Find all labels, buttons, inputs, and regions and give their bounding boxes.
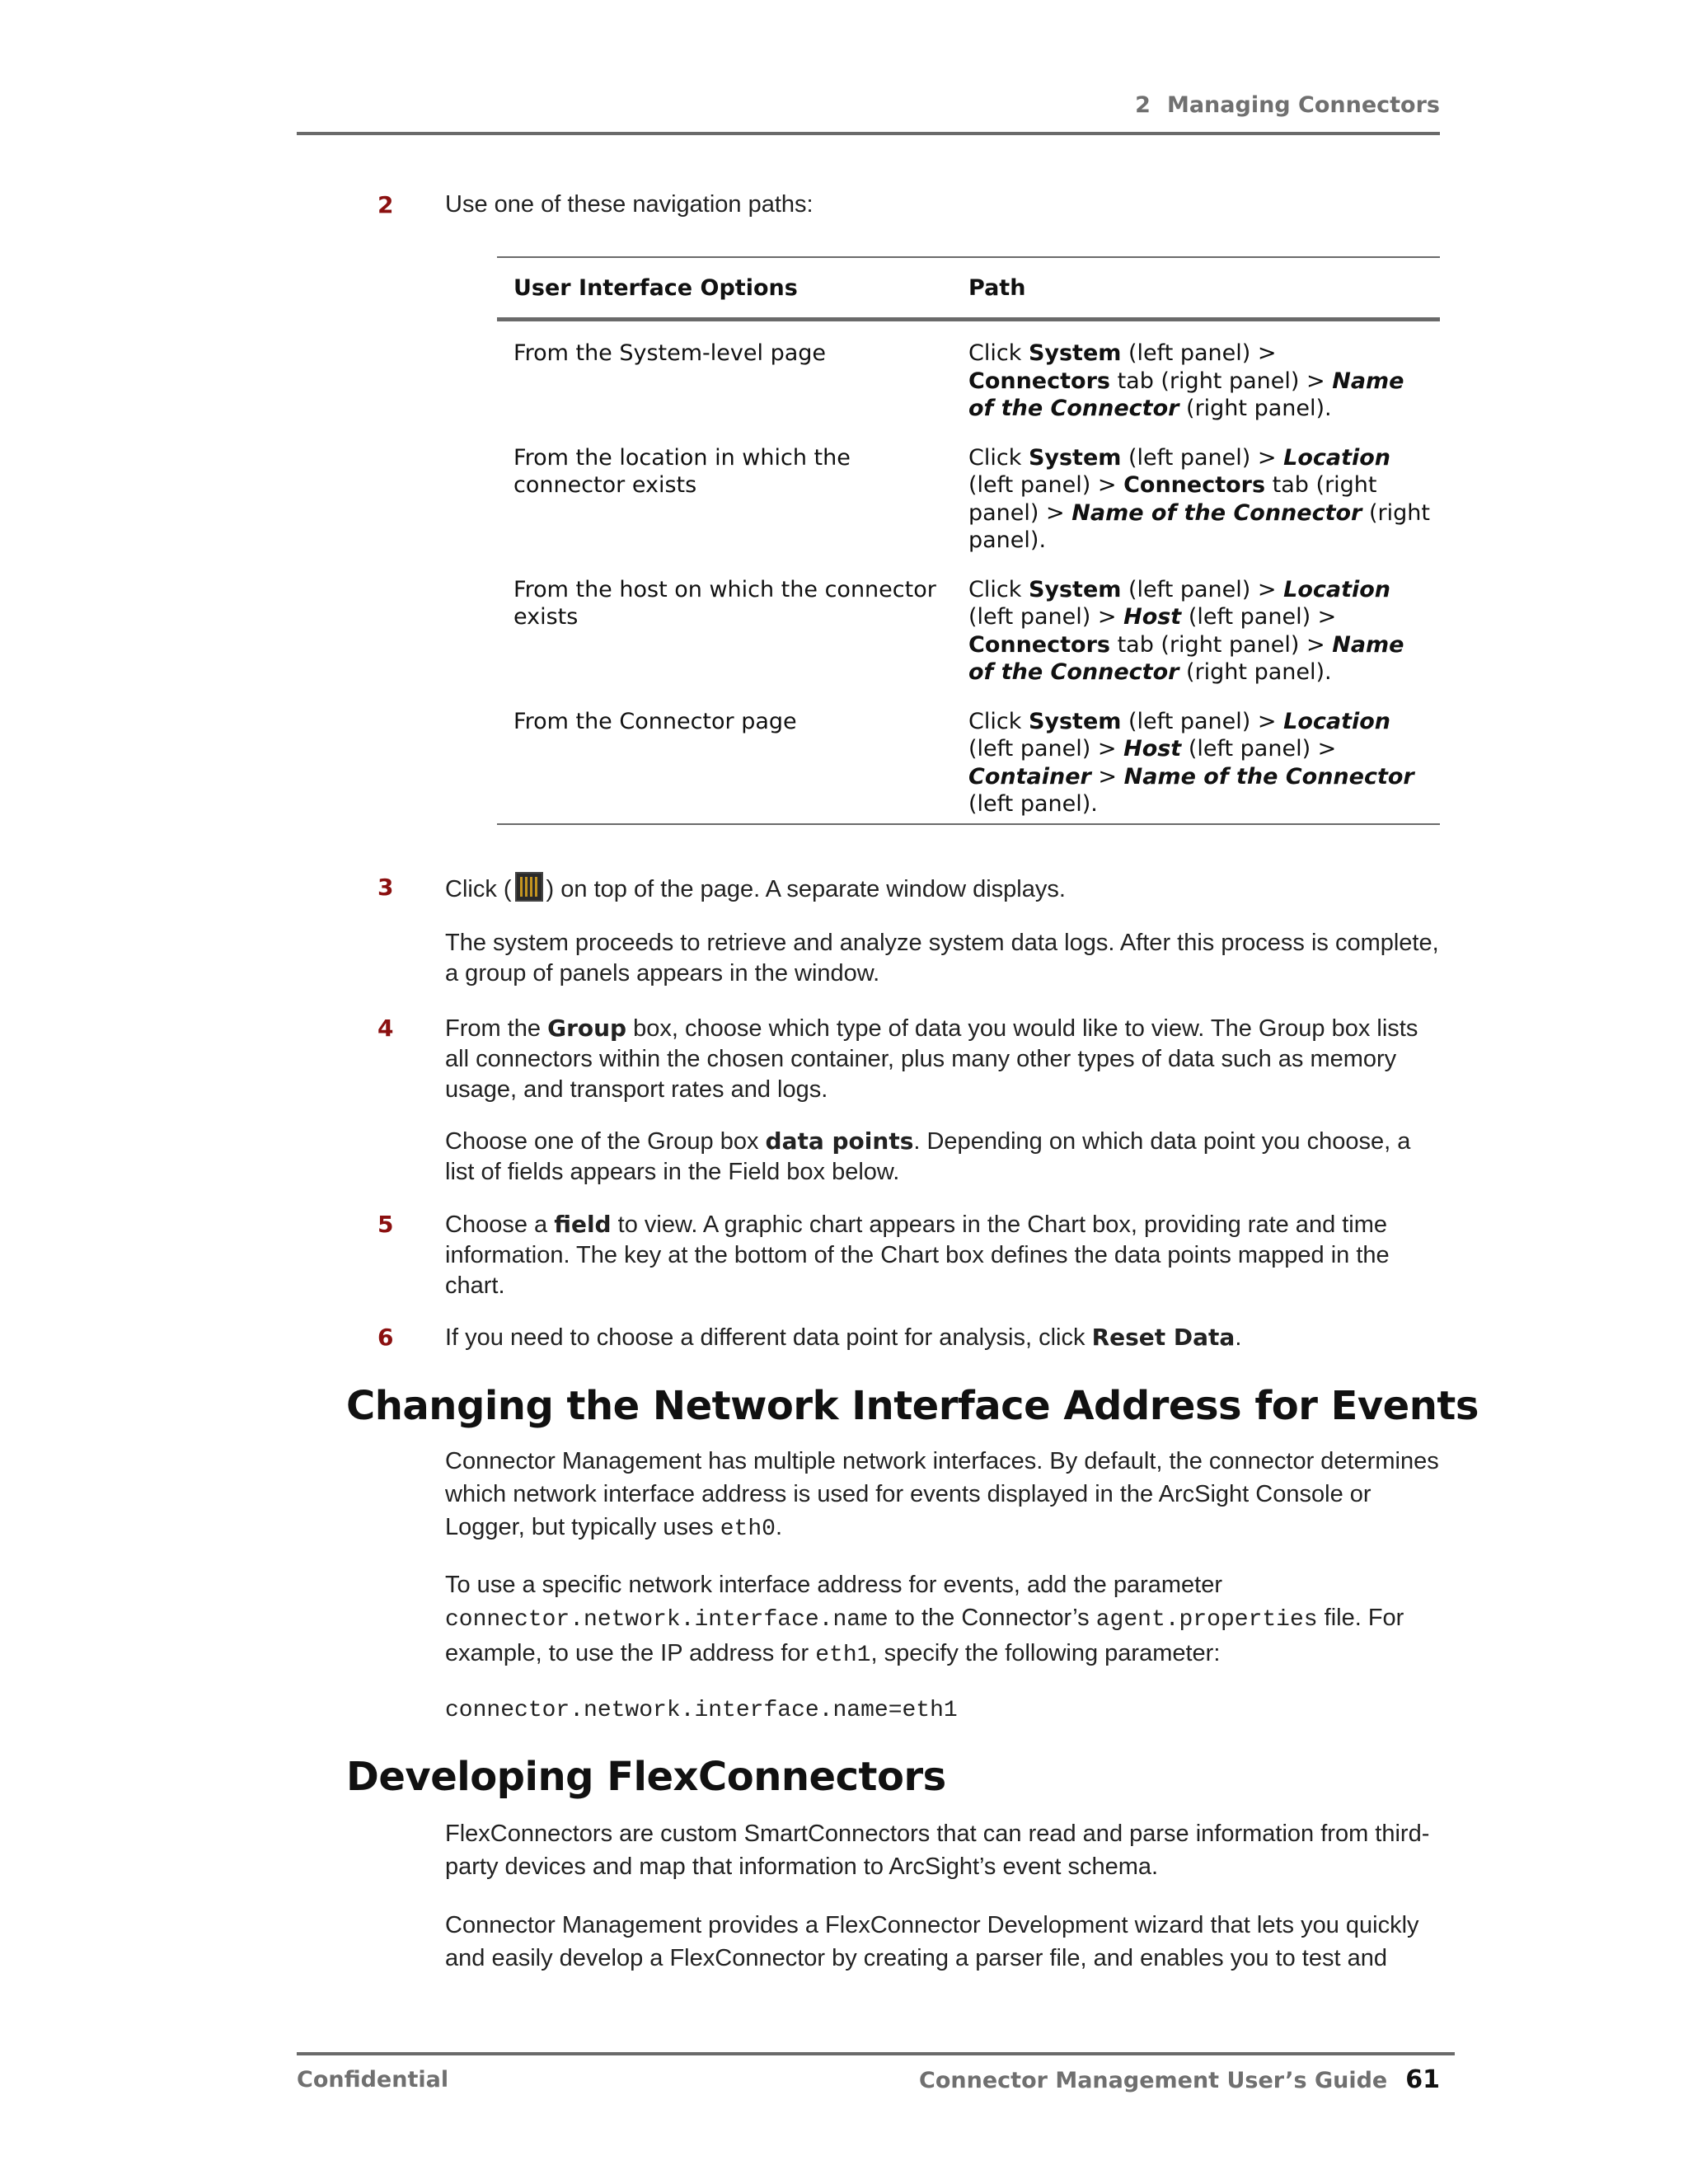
- step-number: 6: [377, 1324, 394, 1351]
- paragraph-text: .: [775, 1514, 782, 1540]
- path-italic: Location: [1283, 708, 1391, 734]
- option-cell: From the location in which the connector exists: [513, 444, 851, 498]
- path-text: (left panel) >: [1128, 444, 1277, 471]
- path-text: (left panel) >: [968, 472, 1117, 498]
- section-heading: Developing FlexConnectors: [346, 1754, 946, 1800]
- option-cell: From the Connector page: [513, 708, 797, 734]
- inline-code: connector.network.interface.name: [445, 1607, 889, 1633]
- step-text: ) on top of the page. A separate window displays.: [546, 876, 1066, 902]
- path-italic: Container: [968, 763, 1091, 790]
- path-text: (left panel) >: [968, 604, 1117, 630]
- path-text: (left panel) >: [968, 736, 1117, 762]
- option-cell: From the host on which the connector exists: [513, 576, 936, 630]
- path-italic: Location: [1283, 576, 1391, 602]
- step-text: If you need to choose a different data point for analysis, click: [445, 1324, 1085, 1351]
- inline-code: eth0: [720, 1516, 776, 1542]
- step-text: box, choose which type of data you would like to view. The Group box lists all connectors within the chosen container, plus many other types of data such as memory usage, and transport rates and logs.: [445, 1015, 1418, 1103]
- path-italic: Name of the Connector: [1123, 763, 1414, 790]
- path-text: (right: [1315, 472, 1377, 498]
- page-header: [297, 89, 1440, 135]
- path-text: (right panel).: [1186, 659, 1332, 685]
- step-text: Use one of these navigation paths:: [445, 191, 814, 218]
- path-text: panel).: [968, 527, 1047, 553]
- navigation-paths-table: [497, 256, 1440, 825]
- step-3-detail: The system proceeds to retrieve and analyze system data logs. After this process is complete, a group of panels appears in the window.: [445, 930, 1439, 987]
- chapter-title: Managing Connectors: [1166, 92, 1440, 118]
- section-paragraph: [445, 1568, 1442, 1672]
- path-text: (right: [1368, 499, 1430, 526]
- path-cell: [968, 708, 1440, 818]
- path-text: tab (right panel) >: [1117, 631, 1325, 658]
- section-paragraph: [445, 1445, 1442, 1546]
- step-text: Choose a: [445, 1212, 548, 1238]
- table-row: [497, 444, 1440, 555]
- page-number: 61: [1405, 2065, 1440, 2094]
- chapter-number: 2: [1135, 92, 1151, 118]
- path-text: Click: [968, 708, 1022, 734]
- table-row: [497, 708, 1440, 818]
- step-text: Choose one of the Group box: [445, 1128, 759, 1155]
- path-italic: Host: [1123, 736, 1182, 762]
- column-header-path: Path: [968, 274, 1026, 301]
- ui-term: field: [554, 1211, 612, 1238]
- path-text: panel) >: [968, 499, 1065, 526]
- table-row: [497, 576, 1440, 687]
- step-number: 4: [377, 1015, 394, 1042]
- step-5: [377, 1209, 1442, 1301]
- step-text: Click (: [445, 876, 512, 902]
- step-2: [377, 190, 1442, 220]
- path-bold: Connectors: [968, 631, 1110, 658]
- step-text: to view. A graphic chart appears in the Chart box, providing rate and time information. The key at the bottom of the Chart box defines the data points mapped in the chart.: [445, 1212, 1390, 1299]
- inline-code: agent.properties: [1095, 1607, 1318, 1633]
- path-text: (left panel) >: [1128, 340, 1277, 366]
- code-block: connector.network.interface.name=eth1: [445, 1698, 958, 1723]
- step-4-detail: [445, 1126, 1442, 1188]
- table-header: [497, 258, 1440, 321]
- path-text: (left panel) >: [1128, 708, 1277, 734]
- paragraph-text: to the Connector’s: [894, 1605, 1090, 1631]
- path-cell: Click System (left panel) > Location (left panel) > Connectors tab (right panel) > Name of the Connector (right panel).: [968, 444, 1430, 553]
- path-bold: Connectors: [1123, 472, 1266, 498]
- path-text: Click: [968, 340, 1022, 366]
- path-text: (right panel).: [1186, 396, 1332, 421]
- path-italic: Location: [1283, 444, 1391, 471]
- step-text: From the: [445, 1015, 542, 1042]
- path-bold: System: [1028, 340, 1122, 366]
- column-header-options: User Interface Options: [513, 274, 798, 301]
- section-heading: Changing the Network Interface Address for Events: [346, 1383, 1479, 1429]
- path-cell: [968, 576, 1440, 687]
- running-header: [1135, 92, 1440, 118]
- page-footer: [297, 2052, 1455, 2097]
- path-bold: Connectors: [968, 368, 1110, 394]
- path-italic: Name of the Connector: [1071, 499, 1362, 526]
- path-text: (left panel) >: [1188, 604, 1337, 630]
- section-paragraph: FlexConnectors are custom SmartConnectors that can read and parse information from third-party devices and map that information to ArcSight’s event schema.: [445, 1821, 1430, 1880]
- ui-term: Reset Data: [1091, 1324, 1236, 1351]
- footer-guide-title: [919, 2065, 1440, 2094]
- path-text: >: [1098, 763, 1118, 790]
- table-row: [497, 340, 1440, 423]
- path-text: (left panel) >: [1128, 576, 1277, 602]
- path-text: tab (right panel) >: [1117, 368, 1325, 394]
- path-bold: System: [1028, 708, 1122, 734]
- paragraph-text: Connector Management has multiple network interfaces. By default, the connector determines which network interface address is used for events displayed in the ArcSight Console or Logger, but typically uses: [445, 1448, 1439, 1540]
- path-text: (left panel) >: [1188, 736, 1337, 762]
- step-text: .: [1235, 1324, 1242, 1351]
- path-italic: Name: [1332, 368, 1404, 394]
- path-italic: of the Connector: [968, 396, 1179, 421]
- path-italic: Name: [1332, 631, 1404, 658]
- path-italic: of the Connector: [968, 659, 1179, 685]
- path-italic: Host: [1123, 604, 1182, 630]
- paragraph-text: file. For example, to use the IP address for: [445, 1605, 1404, 1666]
- chart-monitor-icon[interactable]: [515, 872, 543, 902]
- ui-term: Group: [547, 1015, 627, 1042]
- paragraph-text: , specify the following parameter:: [870, 1640, 1221, 1666]
- step-number: 5: [377, 1211, 394, 1238]
- step-6: [377, 1322, 1442, 1353]
- section-paragraph: Connector Management provides a FlexConnector Development wizard that lets you quickly and easily develop a FlexConnector by creating a parser file, and enables you to test and: [445, 1912, 1419, 1971]
- paragraph-text: To use a specific network interface address for events, add the parameter: [445, 1572, 1222, 1598]
- ui-term: data points: [765, 1127, 914, 1155]
- step-number: 3: [377, 874, 394, 901]
- inline-code: eth1: [815, 1643, 871, 1668]
- step-3: [377, 872, 1442, 905]
- step-4: [377, 1013, 1442, 1105]
- step-number: 2: [377, 191, 394, 218]
- path-text: Click: [968, 576, 1022, 602]
- path-bold: System: [1028, 444, 1122, 471]
- confidential-label: Confidential: [297, 2067, 449, 2093]
- path-cell: [968, 340, 1440, 423]
- path-text: (left panel).: [968, 791, 1098, 817]
- guide-title: Connector Management User’s Guide: [919, 2068, 1388, 2093]
- option-cell: From the System-level page: [513, 340, 827, 366]
- step-text: . Depending on which data point you choose, a list of fields appears in the Field box below.: [445, 1128, 1411, 1185]
- path-text: Click: [968, 444, 1022, 471]
- path-bold: System: [1028, 576, 1122, 602]
